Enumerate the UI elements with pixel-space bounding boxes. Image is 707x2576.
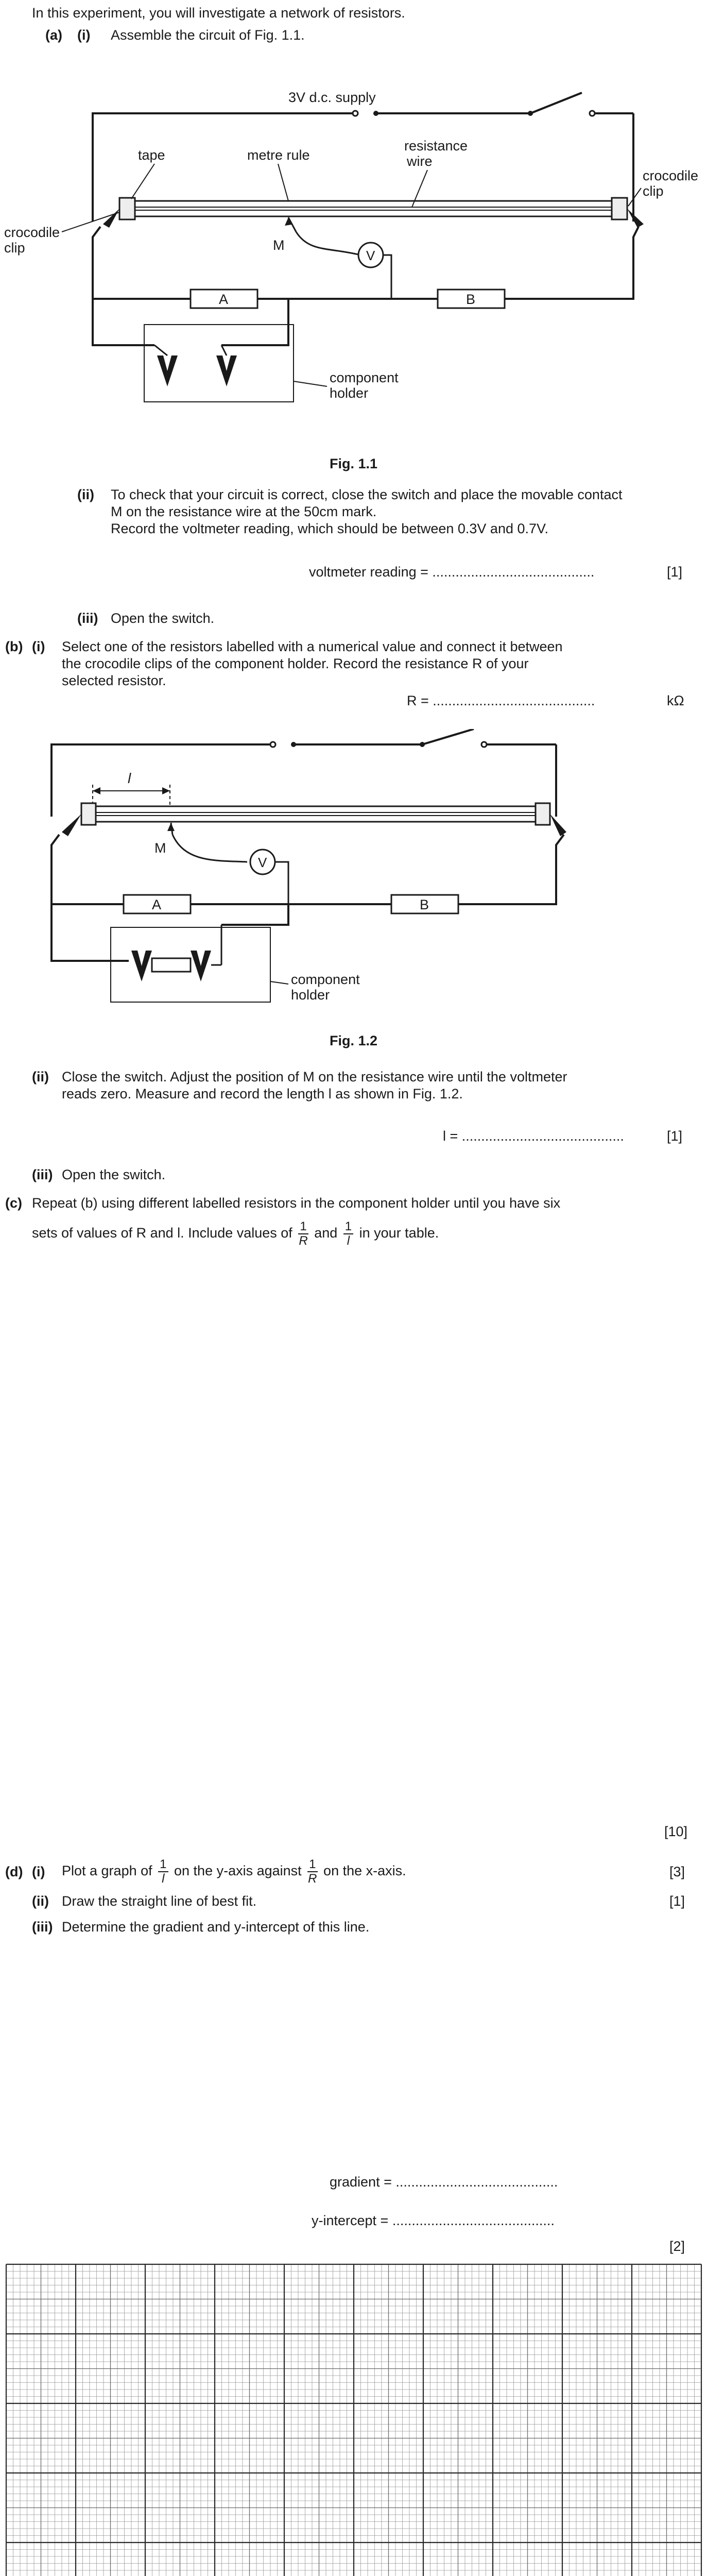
voltmeter-label-2: V [258,855,267,870]
figure-1-2-caption: Fig. 1.2 [329,1033,378,1048]
part-c-line2a: sets of values of R and l. Include values of [32,1225,292,1241]
part-c-label: (c) [5,1195,22,1211]
figure-1-1-circuit [0,77,707,448]
holder-label-2: holder [291,987,330,1003]
part-d-i-label: (i) [32,1864,45,1879]
component-label: component [330,370,399,385]
frac-den-r-2: R [308,1872,317,1886]
part-a-ii-label: (ii) [77,487,94,502]
part-a-iii-text: Open the switch. [111,611,215,626]
intro-text: In this experiment, you will investigate a network of resistors. [32,5,405,21]
graph-paper[interactable] [4,2262,704,2576]
part-d-ii-label: (ii) [32,1893,49,1909]
part-b-iii-label: (iii) [32,1167,53,1182]
part-b-ii-label: (ii) [32,1069,49,1084]
resistor-b-label-2: B [420,897,429,912]
voltmeter-label: V [366,248,375,263]
fraction-1-over-r [298,1220,308,1248]
part-b-i-line1: Select one of the resistors labelled with a numerical value and connect it between [62,639,563,654]
part-c-line2b: and [314,1225,338,1241]
frac-den-r: R [299,1234,308,1248]
frac-den-l: l [347,1234,350,1248]
resistor-b-label: B [466,292,476,307]
part-a-iii-label: (iii) [77,611,98,626]
wire-label: wire [407,154,433,169]
part-d-ii-mark: [1] [669,1893,685,1909]
l-answer-line[interactable]: l = .......................................... [443,1128,624,1144]
croc-right-label-1: crocodile [643,168,699,183]
fraction-1-over-l [343,1220,353,1248]
l-mark: [1] [667,1128,683,1144]
frac-num-4: 1 [307,1858,317,1872]
croc-left-label-2: clip [4,240,25,256]
part-d-label: (d) [5,1864,23,1879]
gradient-answer-line[interactable]: gradient = .......................................... [330,2174,558,2190]
part-c-line1: Repeat (b) using different labelled resistors in the component holder until you have six [32,1195,561,1211]
part-d-i-c: on the x-axis. [323,1863,406,1879]
part-d-ii-text: Draw the straight line of best fit. [62,1893,257,1909]
component-label-2: component [291,972,360,987]
frac-num: 1 [298,1220,308,1234]
part-d-i-a: Plot a graph of [62,1863,152,1879]
figure-1-2-circuit [0,729,707,1023]
resistor-a-label-2: A [152,897,162,912]
r-unit: kΩ [667,693,684,708]
frac-num-2: 1 [343,1220,353,1234]
fraction-1-over-r-d [307,1858,317,1886]
part-b-i-line2: the crocodile clips of the component holder. Record the resistance R of your [62,656,529,671]
part-c-line2 [32,1220,439,1248]
part-c-line2c: in your table. [359,1225,439,1241]
part-c-mark: [10] [664,1824,688,1839]
part-b-i-line3: selected resistor. [62,673,166,688]
contact-m-label: M [273,238,285,253]
resistor-a-label: A [219,292,229,307]
part-a-i-text: Assemble the circuit of Fig. 1.1. [111,27,305,43]
croc-left-label-1: crocodile [4,225,60,240]
intercept-answer-line[interactable]: y-intercept = .......................................... [312,2213,555,2228]
part-d-i-b: on the y-axis against [174,1863,302,1879]
frac-num-3: 1 [158,1858,168,1872]
resistance-label: resistance [404,138,468,154]
part-a-ii-line3: Record the voltmeter reading, which should be between 0.3V and 0.7V. [111,521,549,536]
metre-rule-label: metre rule [247,147,310,163]
holder-label: holder [330,385,369,401]
part-b-iii-text: Open the switch. [62,1167,166,1182]
part-b-label: (b) [5,639,23,654]
r-answer-line[interactable]: R = .......................................... [407,693,595,708]
part-d-i-mark: [3] [669,1864,685,1879]
part-b-ii-line1: Close the switch. Adjust the position of M on the resistance wire until the voltmeter [62,1069,567,1084]
part-d-iii-label: (iii) [32,1919,53,1935]
frac-den-l-2: l [162,1872,165,1886]
croc-right-label-2: clip [643,183,664,199]
tape-label: tape [138,147,165,163]
part-a-label: (a) [45,27,62,43]
part-a-i-label: (i) [77,27,91,43]
part-a-ii-line1: To check that your circuit is correct, close the switch and place the movable contact [111,487,623,502]
fraction-1-over-l-d [158,1858,168,1886]
length-l-label: l [128,770,131,786]
part-d-iii-text: Determine the gradient and y-intercept of this line. [62,1919,370,1935]
contact-m-label-2: M [154,840,166,856]
voltmeter-mark: [1] [667,564,683,580]
voltmeter-answer-line[interactable]: voltmeter reading = .......................................... [309,564,595,580]
part-d-mark: [2] [669,2239,685,2254]
part-d-i-text [62,1858,406,1886]
part-b-i-label: (i) [32,639,45,654]
part-b-ii-line2: reads zero. Measure and record the length l as shown in Fig. 1.2. [62,1086,463,1101]
supply-label: 3V d.c. supply [288,90,376,105]
part-a-ii-line2: M on the resistance wire at the 50cm mark. [111,504,377,519]
figure-1-1-caption: Fig. 1.1 [329,456,378,471]
